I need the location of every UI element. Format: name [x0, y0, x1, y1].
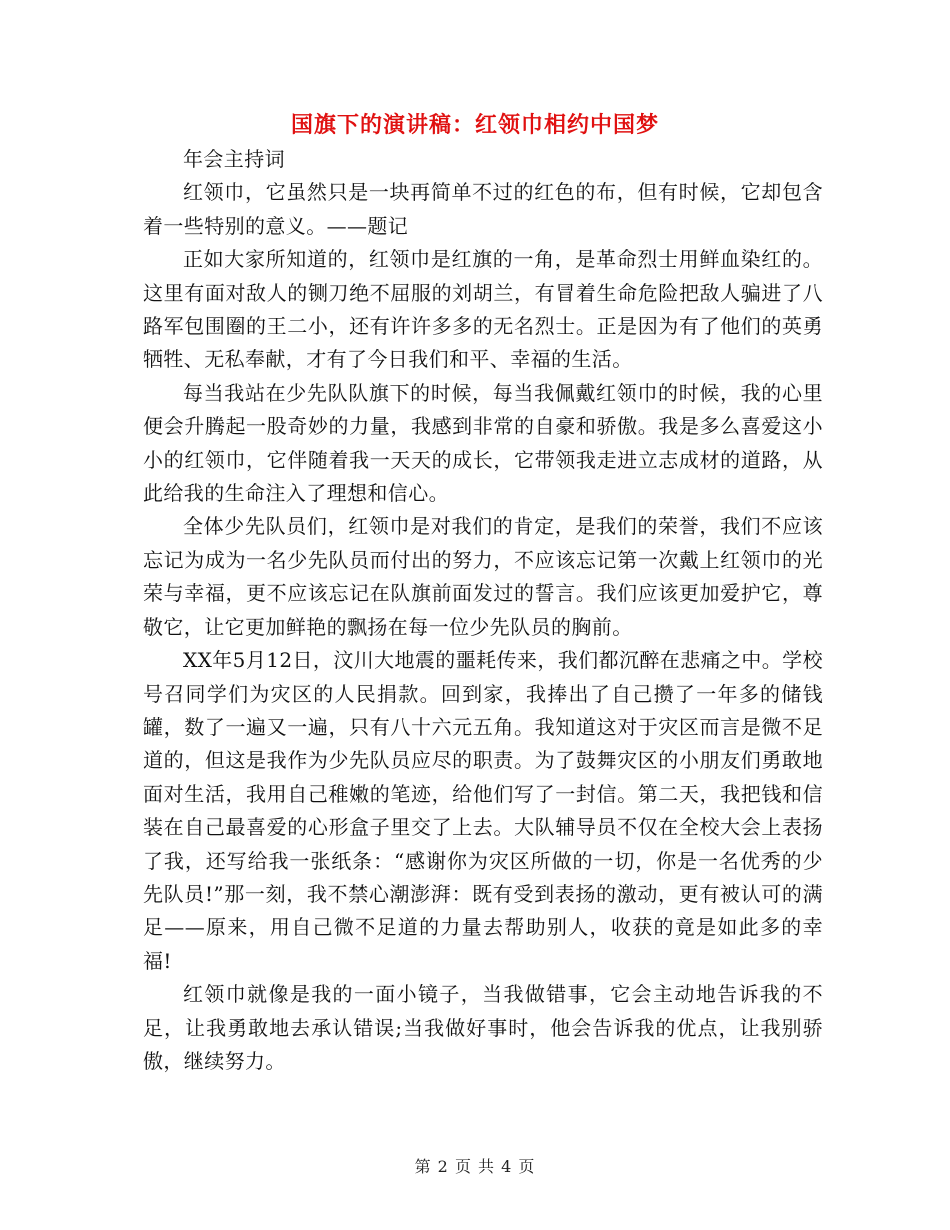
page-number-footer: 第 2 页 共 4 页 — [414, 1157, 536, 1176]
paragraph-epigraph: 红领巾，它虽然只是一块再简单不过的红色的布，但有时候，它却包含着一些特别的意义。——题记 — [143, 180, 823, 238]
paragraph: 全体少先队员们，红领巾是对我们的肯定，是我们的荣誉，我们不应该忘记为成为一名少先队员而付出的努力，不应该忘记第一次戴上红领巾的光荣与幸福，更不应该忘记在队旗前面发过的誓言。我们应该更加爱护它，尊敬它，让它更加鲜艳的飘扬在每一位少先队员的胸前。 — [143, 514, 823, 639]
paragraph: 红领巾就像是我的一面小镜子，当我做错事，它会主动地告诉我的不足，让我勇敢地去承认错误;当我做好事时，他会告诉我的优点，让我别骄傲，继续努力。 — [143, 982, 823, 1073]
paragraph: 每当我站在少先队队旗下的时候，每当我佩戴红领巾的时候，我的心里便会升腾起一股奇妙的力量，我感到非常的自豪和骄傲。我是多么喜爱这小小的红领巾，它伴随着我一天天的成长，它带领我走进立志成材的道路，从此给我的生命注入了理想和信心。 — [143, 380, 823, 506]
document-title: 国旗下的演讲稿：红领巾相约中国梦 — [290, 113, 659, 138]
paragraph: XX年5月12日，汶川大地震的噩耗传来，我们都沉醉在悲痛之中。学校号召同学们为灾区的人民捐款。回到家，我捧出了自己攒了一年多的储钱罐，数了一遍又一遍，只有八十六元五角。我知道这对于灾区而言是微不足道的，但这是我作为少先队员应尽的职责。为了鼓舞灾区的小朋友们勇敢地面对生活，我用自己稚嫩的笔迹，给他们写了一封信。第二天，我把钱和信装在自己最喜爱的心形盒子里交了上去。大队辅导员不仅在全校大会上表扬了我，还写给我一张纸条：“感谢你为灾区所做的一切，你是一名优秀的少先队员!”那一刻，我不禁心潮澎湃：既有受到表扬的激动，更有被认可的满足——原来，用自己微不足道的力量去帮助别人，收获的竟是如此多的幸福! — [143, 648, 823, 973]
paragraph: 正如大家所知道的，红领巾是红旗的一角，是革命烈士用鲜血染红的。这里有面对敌人的铡刀绝不屈服的刘胡兰，有冒着生命危险把敌人骗进了八路军包围圈的王二小，还有许许多多的无名烈士。正是因为有了他们的英勇牺牲、无私奉献，才有了今日我们和平、幸福的生活。 — [143, 247, 823, 372]
paragraph-subtitle: 年会主持词 — [183, 147, 285, 171]
document-body — [143, 143, 823, 1078]
